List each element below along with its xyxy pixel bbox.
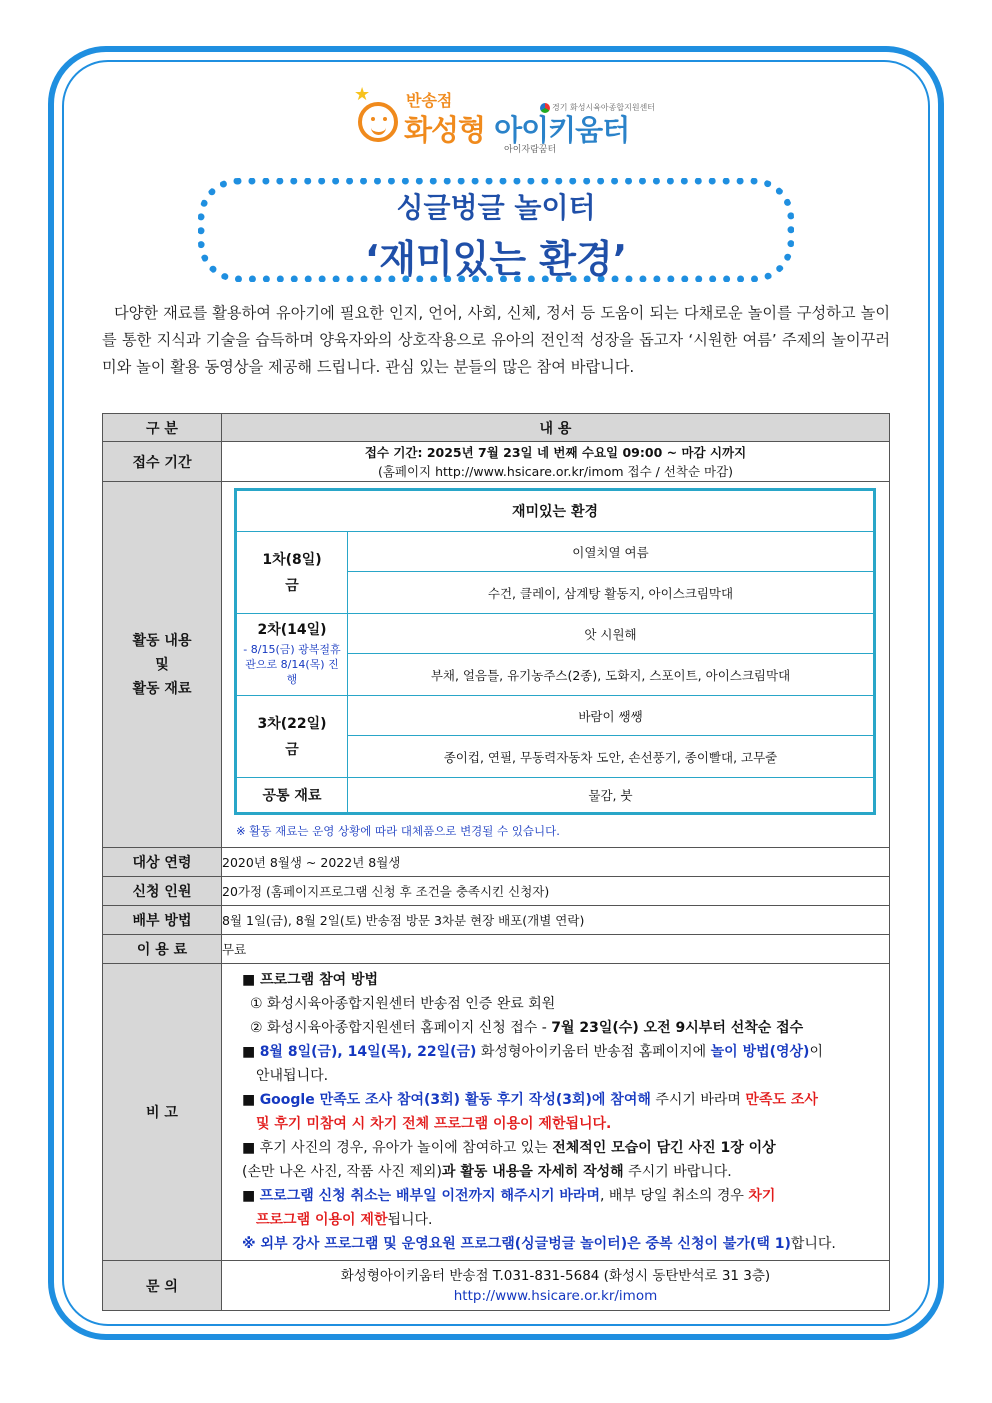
people-label: 신청 인원 [103,877,222,906]
round-2-date: 2차(14일) [257,622,327,638]
round-3-label [236,696,348,778]
note-survey-main: Google 만족도 조사 참여(3회) 활동 후기 작성(3회)에 참여해 [259,1092,651,1108]
round-1-day: 금 [285,577,299,594]
note-cancel-warning: 차기 [748,1188,776,1204]
bullet-icon: ■ [242,1188,260,1204]
note-photo-detail: 과 활동 내용을 자세히 작성해 [441,1164,624,1180]
activity-label-line2: 및 [155,656,169,673]
bullet-icon: ■ [242,1044,260,1060]
round-1-materials: 수건, 클레이, 삼계탕 활동지, 아이스크림막대 [348,572,875,614]
note-photo-bold: 전체적인 모습이 담긴 사진 1장 이상 [552,1140,776,1156]
note-schedule-cont: 안내됩니다. [256,1068,329,1084]
activity-label-line3: 활동 재료 [132,680,192,697]
common-value: 물감, 붓 [348,778,875,814]
note-schedule-video: 놀이 방법(영상) [710,1044,810,1060]
bullet-icon: ■ [242,1092,260,1108]
notes-content [222,964,890,1261]
activity-label-line1: 활동 내용 [132,632,192,649]
note-cancel-restriction: 프로그램 이용이 제한 [256,1212,388,1228]
note-cancel [242,1184,867,1208]
activity-inner-table [234,488,876,815]
round-1-date: 1차(8일) [262,551,322,568]
note-photo-exclude: (손만 나온 사진, 작품 사진 제외) [242,1164,442,1180]
reception-link[interactable]: (홈페이지 http://www.hsicare.or.kr/imom 접수 / 선착순 마감) [377,463,734,479]
activity-label [103,482,222,848]
note-survey-text: 주시기 바라며 [650,1092,746,1108]
note-duplicate [242,1232,867,1256]
note-survey-warning-cont: 및 후기 미참여 시 차기 전체 프로그램 이용이 제한됩니다. [256,1116,612,1132]
notes-label: 비 고 [103,964,222,1261]
round-2-theme: 앗 시원해 [348,614,875,654]
partner-emblem-icon [540,103,550,113]
round-1-theme: 이열치열 여름 [348,532,875,572]
logo-name-orange: 화성형 [404,113,495,147]
common-label: 공통 재료 [236,778,348,814]
note-cancel-end: 됩니다. [387,1212,433,1228]
note-condition-2-date: 7월 23일(수) 오전 9시부터 선착순 접수 [551,1020,804,1036]
note-photo [242,1136,867,1160]
partner-name: 경기 화성시육아종합지원센터 [552,103,656,112]
round-3-date: 3차(22일) [257,715,327,732]
smiley-face-icon [358,102,398,142]
star-icon: ★ [354,84,371,105]
note-duplicate-main: ※ 외부 강사 프로그램 및 운영요원 프로그램(싱글벙글 놀이터)은 [242,1236,646,1252]
activity-content [222,482,890,848]
note-survey-warning: 만족도 조사 [745,1092,818,1108]
intro-paragraph: 다양한 재료를 활용하여 유아기에 필요한 인지, 언어, 사회, 신체, 정서 등 도움이 되는 다채로운 놀이를 구성하고 놀이를 통한 지식과 기술을 습득하며 양육자와의 상호작용으로 유아의 전인적 성장을 돕고자 ‘시원한 여름’ 주제의 놀이꾸러미와 놀이 활용 동영상을 제공해 드립니다. 관심 있는 분들의 많은 참여 바랍니다. [102,304,890,376]
note-schedule-dates: 8월 8일(금), 14일(목), 22일(금) [259,1044,477,1060]
note-condition-2 [242,1016,867,1040]
reception-label: 접수 기간 [103,442,222,482]
reception-period: 접수 기간: 2025년 7월 23일 네 번째 수요일 09:00 ~ 마감 시까지 [364,444,747,460]
fee-value: 무료 [222,935,890,964]
inner-title: 재미있는 환경 [236,490,875,532]
note-duplicate-end: 합니다. [790,1236,836,1252]
note-participation-title: ■ 프로그램 참여 방법 [242,972,379,988]
partner-logo [540,102,655,113]
reception-value [222,442,890,482]
logo-subtitle: 아이자람꿈터 [504,145,557,155]
people-value: 20가정 (홈페이지프로그램 신청 후 조건을 충족시킨 신청자) [222,877,890,906]
note-cancel-text: , 배부 당일 취소의 경우 [599,1188,749,1204]
title-line-1: 싱글벙글 놀이터 [396,191,596,224]
note-schedule-text: 화성형아이키움터 반송점 홈페이지에 [476,1044,711,1060]
contact-info: 화성형아이키움터 반송점 T.031-831-5684 (화성시 동탄반석로 31 3층) [340,1267,771,1284]
title-line-2: ‘재미있는 환경’ [364,237,628,281]
fee-label: 이 용 료 [103,935,222,964]
round-2-note: - 8/15(금) 광복절휴관으로 8/14(목) 진행 [243,643,341,686]
round-3-theme: 바람이 쌩쌩 [348,696,875,736]
contact-value [222,1261,890,1311]
age-value: 2020년 8월생 ~ 2022년 8월생 [222,848,890,877]
distribution-label: 배부 방법 [103,906,222,935]
note-schedule [242,1040,867,1064]
round-3-day: 금 [285,741,299,758]
round-1-label [236,532,348,614]
activity-note: ※ 활동 재료는 운영 상황에 따라 대체품으로 변경될 수 있습니다. [236,824,560,838]
header-content: 내 용 [222,414,890,442]
logo-name-blue: 아이키움터 [494,113,630,147]
distribution-value: 8월 1일(금), 8월 2일(토) 반송점 방문 3차분 현장 배포(개별 연락) [222,906,890,935]
info-table [102,413,890,1311]
age-label: 대상 연령 [103,848,222,877]
round-2-label [236,614,348,696]
round-2-materials: 부채, 얼음틀, 유기농주스(2종), 도화지, 스포이트, 아이스크림막대 [348,654,875,696]
note-survey [242,1088,867,1112]
note-photo-cont [242,1160,867,1184]
note-photo-end: 주시기 바랍니다. [623,1164,732,1180]
note-schedule-end: 이 [809,1044,823,1060]
header-category: 구 분 [103,414,222,442]
logo-branch: 반송점 [406,91,453,110]
contact-label: 문 의 [103,1261,222,1311]
note-cancel-main: 프로그램 신청 취소는 배부일 이전까지 해주시기 바라며 [259,1188,600,1204]
contact-link[interactable]: http://www.hsicare.or.kr/imom [453,1287,658,1304]
note-cancel-cont [242,1208,867,1232]
note-condition-2-text: ② 화성시육아종합지원센터 홈페이지 신청 접수 - [250,1020,552,1036]
brand-logo [354,84,654,158]
note-duplicate-bold: 중복 신청이 불가(택 1) [645,1236,791,1252]
note-condition-1: ① 화성시육아종합지원센터 반송점 인증 완료 회원 [250,996,556,1012]
round-3-materials: 종이컵, 연필, 무동력자동차 도안, 손선풍기, 종이빨대, 고무줄 [348,736,875,778]
note-photo-text: ■ 후기 사진의 경우, 유아가 놀이에 참여하고 있는 [242,1140,553,1156]
